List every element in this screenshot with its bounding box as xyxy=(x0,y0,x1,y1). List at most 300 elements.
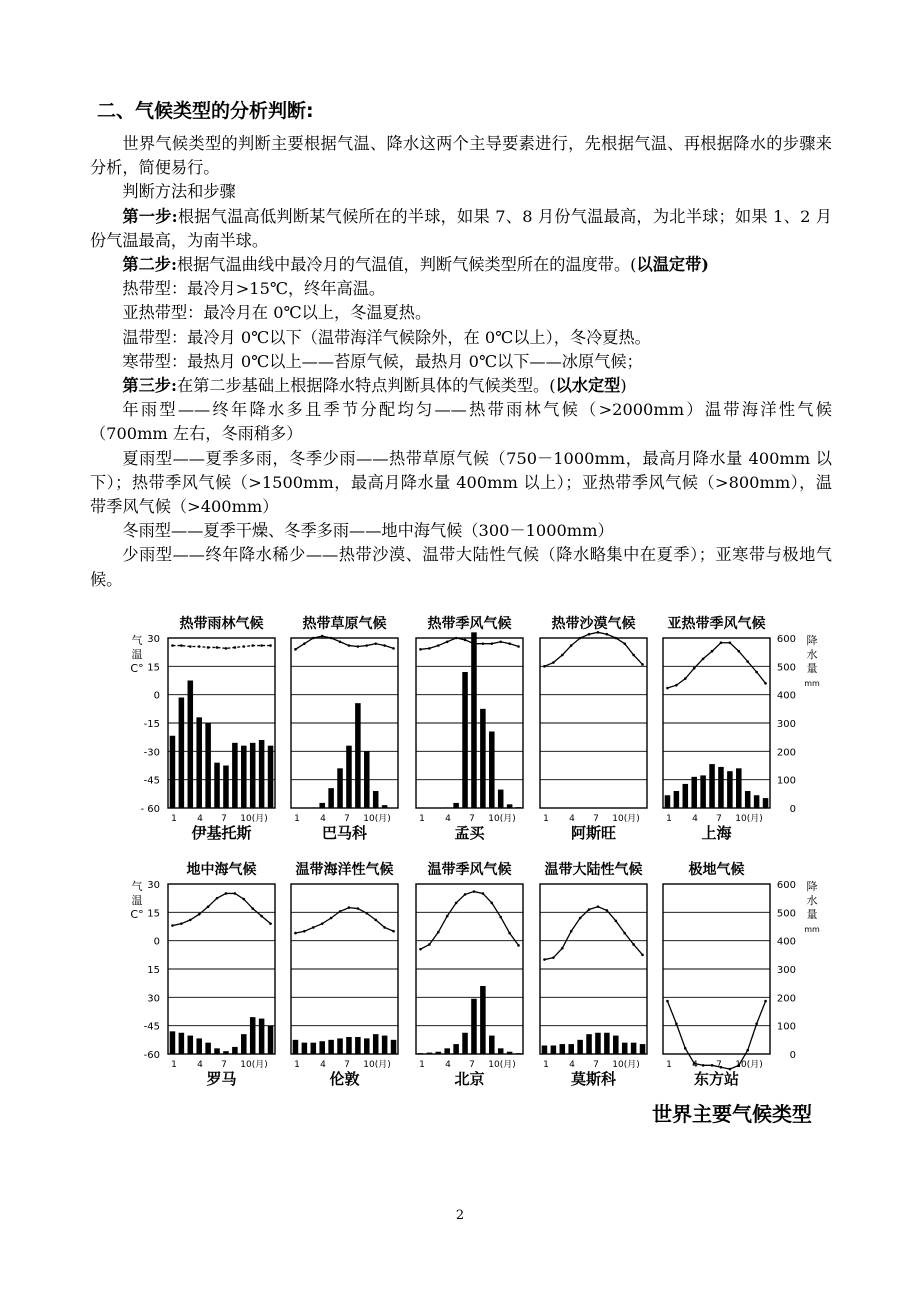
temperature-point xyxy=(225,892,228,895)
chart-city: 巴马科 xyxy=(321,824,368,842)
month-tick: 10(月) xyxy=(612,1060,640,1070)
temperature-point xyxy=(171,924,174,927)
temperature-point xyxy=(499,916,502,919)
precipitation-bar xyxy=(480,709,486,808)
temperature-point xyxy=(597,905,600,908)
text-run: 热带型：最冷月>15℃，终年高温。 xyxy=(122,279,386,299)
temperature-point xyxy=(623,932,626,935)
precipitation-bar xyxy=(364,1038,370,1054)
precipitation-bar xyxy=(337,1038,343,1054)
temperature-point xyxy=(455,902,458,905)
temperature-point xyxy=(482,892,485,895)
precipitation-bar xyxy=(568,1044,574,1054)
temperature-tick: 15 xyxy=(147,965,160,976)
month-tick: 10(月) xyxy=(735,1060,763,1070)
month-tick: 7 xyxy=(716,814,722,824)
precipitation-tick: 400 xyxy=(776,690,796,702)
text-run: 年雨型——终年降水多且季节分配均匀——热带雨林气候（>2000mm）温带海洋性气候（700mm 左右，冬雨稍多） xyxy=(90,400,832,444)
text-run: 根据气温曲线中最冷月的气温值，判断气候类型所在的温度带。( xyxy=(176,255,637,275)
precipitation-bar xyxy=(232,1047,238,1054)
temperature-point xyxy=(392,930,395,933)
bold-text: 第三步: xyxy=(122,376,177,396)
temperature-point xyxy=(428,647,431,650)
precipitation-axis-label: 水 xyxy=(806,894,818,907)
temperature-point xyxy=(303,930,306,933)
month-tick: 7 xyxy=(469,814,475,824)
month-tick: 10(月) xyxy=(612,814,640,824)
temperature-point xyxy=(269,644,272,647)
temperature-tick: -45 xyxy=(143,1021,160,1033)
temperature-point xyxy=(606,633,609,636)
chart-city: 北京 xyxy=(454,1070,485,1088)
precipitation-bar xyxy=(241,1034,247,1054)
temperature-point xyxy=(561,654,564,657)
precipitation-bar xyxy=(674,791,680,808)
precipitation-tick: 200 xyxy=(776,993,796,1005)
precipitation-bar xyxy=(754,795,760,808)
precipitation-bar xyxy=(683,784,689,808)
temperature-line xyxy=(667,643,765,688)
precipitation-tick: 100 xyxy=(776,775,796,787)
temperature-point xyxy=(606,909,609,912)
temperature-point xyxy=(446,640,449,643)
temperature-point xyxy=(365,644,368,647)
month-tick: 10(月) xyxy=(363,814,391,824)
precipitation-bar xyxy=(268,1026,274,1054)
temperature-point xyxy=(330,637,333,640)
precipitation-bar xyxy=(355,1037,361,1054)
temperature-point xyxy=(348,906,351,909)
precipitation-bar xyxy=(551,1046,557,1055)
month-tick: 7 xyxy=(593,814,599,824)
bold-text: 以水定型 xyxy=(555,376,621,396)
precipitation-bar xyxy=(223,766,229,809)
month-tick: 4 xyxy=(445,1060,451,1070)
temperature-point xyxy=(198,913,201,916)
temperature-point xyxy=(482,642,485,645)
month-tick: 1 xyxy=(666,814,672,824)
precipitation-bar xyxy=(586,1034,592,1054)
precipitation-bar xyxy=(223,1051,229,1054)
precipitation-bar xyxy=(700,775,706,808)
temperature-tick: 15 xyxy=(147,662,160,674)
temperature-point xyxy=(755,671,758,674)
temperature-point xyxy=(711,650,714,653)
temperature-tick: -30 xyxy=(143,747,160,759)
precipitation-bar xyxy=(311,1043,317,1054)
temperature-line xyxy=(667,1001,765,1069)
precipitation-bar xyxy=(232,743,238,808)
temperature-axis-label: 温 xyxy=(131,648,143,661)
precipitation-bar xyxy=(382,805,388,808)
precipitation-tick: 600 xyxy=(776,634,796,645)
precipitation-bar xyxy=(736,768,742,808)
precipitation-bar xyxy=(382,1036,388,1054)
precipitation-bar xyxy=(293,1040,299,1054)
temperature-point xyxy=(339,910,342,913)
temperature-point xyxy=(251,644,254,647)
temperature-point xyxy=(588,633,591,636)
text-run: 温带型：最冷月 0℃以下（温带海洋气候除外，在 0℃以上），冬冷夏热。 xyxy=(122,327,651,347)
chart-title: 热带草原气候 xyxy=(302,616,387,632)
temperature-tick: 0 xyxy=(153,690,160,702)
precipitation-tick: 300 xyxy=(776,719,796,730)
precipitation-bar xyxy=(507,1052,513,1054)
precipitation-bar xyxy=(170,1031,176,1054)
temperature-tick: 30 xyxy=(147,634,160,645)
bold-text: 第二步: xyxy=(122,255,177,275)
month-tick: 7 xyxy=(344,1060,350,1070)
temperature-point xyxy=(374,919,377,922)
temperature-tick: -45 xyxy=(143,775,160,787)
precipitation-bar xyxy=(337,768,343,808)
precipitation-bar xyxy=(709,764,715,808)
temperature-point xyxy=(746,1049,749,1052)
temperature-point xyxy=(543,958,546,961)
chart-city: 罗马 xyxy=(206,1070,237,1088)
temperature-point xyxy=(339,640,342,643)
temperature-point xyxy=(419,948,422,951)
temperature-point xyxy=(171,644,174,647)
temperature-point xyxy=(746,660,749,663)
temperature-point xyxy=(294,648,297,651)
temperature-tick: 30 xyxy=(147,880,160,891)
month-tick: 1 xyxy=(666,1060,672,1070)
temperature-point xyxy=(365,912,368,915)
precipitation-bar xyxy=(507,804,513,808)
month-tick: 7 xyxy=(469,1060,475,1070)
precipitation-tick: 500 xyxy=(776,662,796,674)
precipitation-tick: 200 xyxy=(776,747,796,759)
chart-city: 上海 xyxy=(701,824,732,842)
precipitation-bar xyxy=(471,632,477,808)
temperature-point xyxy=(242,898,245,901)
month-tick: 7 xyxy=(593,1060,599,1070)
precipitation-bar xyxy=(319,1041,325,1054)
temperature-point xyxy=(269,922,272,925)
precipitation-bar xyxy=(745,791,751,808)
month-tick: 7 xyxy=(716,1060,722,1070)
text-run: 亚热带型：最冷月在 0℃以上，冬温夏热。 xyxy=(122,303,432,323)
precipitation-bar xyxy=(498,790,504,808)
temperature-point xyxy=(517,944,520,947)
chart-city: 东方站 xyxy=(693,1070,740,1088)
month-tick: 7 xyxy=(221,814,227,824)
temperature-point xyxy=(561,947,564,950)
temperature-point xyxy=(543,665,546,668)
temperature-point xyxy=(446,915,449,918)
temperature-tick: - 60 xyxy=(140,804,160,815)
month-tick: 4 xyxy=(445,814,451,824)
precipitation-bar xyxy=(188,681,194,809)
month-tick: 1 xyxy=(419,814,425,824)
temperature-point xyxy=(383,644,386,647)
precipitation-bar xyxy=(196,1038,202,1054)
temperature-point xyxy=(348,644,351,647)
temperature-point xyxy=(764,682,767,685)
temperature-point xyxy=(392,647,395,650)
precipitation-bar xyxy=(516,807,522,808)
temperature-point xyxy=(499,640,502,643)
precipitation-bar xyxy=(631,1043,637,1054)
temperature-point xyxy=(490,902,493,905)
section-heading: 二、气候类型的分析判断: xyxy=(97,100,314,122)
precipitation-bar xyxy=(373,791,379,808)
precipitation-bar xyxy=(319,803,325,808)
precipitation-bar xyxy=(179,698,185,809)
precipitation-bar xyxy=(444,1048,450,1054)
precipitation-bar xyxy=(436,1052,442,1054)
month-tick: 10(月) xyxy=(240,814,268,824)
precipitation-bar xyxy=(498,1048,504,1054)
month-tick: 10(月) xyxy=(363,1060,391,1070)
temperature-axis-label: C° xyxy=(130,662,144,675)
precipitation-bar xyxy=(268,746,274,808)
month-tick: 10(月) xyxy=(488,814,516,824)
precipitation-bar xyxy=(471,999,477,1054)
temperature-point xyxy=(234,646,237,649)
precipitation-bar xyxy=(355,703,361,808)
temperature-point xyxy=(303,642,306,645)
temperature-axis-label: 气 xyxy=(131,634,143,647)
precipitation-bar xyxy=(613,1036,619,1054)
chart-city: 莫斯科 xyxy=(570,1070,617,1088)
temperature-point xyxy=(641,954,644,957)
text-run: 冬雨型——夏季干燥、冬季多雨——地中海气候（300－1000mm） xyxy=(122,521,614,541)
chart-city: 阿斯旺 xyxy=(570,824,617,842)
precipitation-tick: 500 xyxy=(776,908,796,920)
month-tick: 7 xyxy=(344,814,350,824)
chart-title: 热带季风气候 xyxy=(427,616,512,632)
precipitation-bar xyxy=(427,1053,433,1054)
temperature-point xyxy=(189,645,192,648)
precipitation-bar xyxy=(604,1033,610,1054)
month-tick: 10(月) xyxy=(488,1060,516,1070)
temperature-point xyxy=(552,956,555,959)
precipitation-tick: 0 xyxy=(789,1050,796,1061)
precipitation-tick: 400 xyxy=(776,936,796,948)
temperature-line xyxy=(172,646,270,649)
precipitation-bar xyxy=(516,1053,522,1054)
temperature-point xyxy=(693,667,696,670)
precipitation-tick: 100 xyxy=(776,1021,796,1033)
temperature-point xyxy=(508,642,511,645)
month-tick: 4 xyxy=(197,1060,203,1070)
temperature-point xyxy=(383,926,386,929)
precipitation-bar xyxy=(179,1033,185,1054)
temperature-point xyxy=(225,647,228,650)
precipitation-bar xyxy=(727,771,733,808)
temperature-point xyxy=(198,645,201,648)
temperature-point xyxy=(517,645,520,648)
precipitation-bar xyxy=(346,1037,352,1054)
temperature-axis-label: 气 xyxy=(131,880,143,893)
temperature-point xyxy=(614,920,617,923)
temperature-point xyxy=(755,1022,758,1025)
month-tick: 4 xyxy=(569,1060,575,1070)
precipitation-bar xyxy=(763,798,769,808)
temperature-point xyxy=(251,907,254,910)
temperature-line xyxy=(172,893,270,925)
month-tick: 4 xyxy=(320,1060,326,1070)
temperature-point xyxy=(321,635,324,638)
temperature-point xyxy=(294,932,297,935)
precipitation-bar xyxy=(453,1044,459,1054)
temperature-point xyxy=(641,663,644,666)
text-run: 少雨型——终年降水稀少——热带沙漠、温带大陆性气候（降水略集中在夏季）；亚寒带与极地气候。 xyxy=(90,545,832,589)
precipitation-bar xyxy=(346,746,352,808)
precipitation-bar xyxy=(241,746,247,808)
temperature-point xyxy=(437,931,440,934)
precipitation-bar xyxy=(489,1036,495,1054)
precipitation-bar xyxy=(577,1040,583,1054)
precipitation-bar xyxy=(489,732,495,809)
precipitation-bar xyxy=(560,1044,566,1054)
temperature-point xyxy=(437,644,440,647)
precipitation-bar xyxy=(418,1053,424,1054)
temperature-point xyxy=(490,642,493,645)
precipitation-axis-label: 量 xyxy=(806,662,818,675)
precipitation-bar xyxy=(328,1040,334,1054)
month-tick: 10(月) xyxy=(735,814,763,824)
temperature-tick: 0 xyxy=(153,936,160,948)
temperature-point xyxy=(321,922,324,925)
precipitation-bar xyxy=(214,763,220,808)
precipitation-bar xyxy=(665,795,671,808)
temperature-point xyxy=(729,641,732,644)
temperature-point xyxy=(330,917,333,920)
temperature-point xyxy=(357,907,360,910)
temperature-point xyxy=(455,637,458,640)
temperature-point xyxy=(473,642,476,645)
temperature-point xyxy=(711,1064,714,1067)
temperature-point xyxy=(623,642,626,645)
precipitation-bar xyxy=(622,1043,628,1054)
temperature-point xyxy=(570,930,573,933)
precipitation-bar xyxy=(259,1019,265,1054)
bold-text: 以温定带) xyxy=(636,255,709,275)
text-run: 夏雨型——夏季多雨，冬季少雨——热带草原气候（750－1000mm，最高月降水量 400mm 以下）；热带季风气候（>1500mm，最高月降水量 400mm 以上）；亚热带季风气候（>800mm），温带季风气候（>400mm） xyxy=(90,448,832,517)
precipitation-bar xyxy=(444,807,450,808)
precipitation-bar xyxy=(364,751,370,808)
precipitation-axis-label: 降 xyxy=(806,634,818,647)
month-tick: 1 xyxy=(294,814,300,824)
month-tick: 1 xyxy=(543,814,549,824)
temperature-point xyxy=(684,1047,687,1050)
temperature-tick: -15 xyxy=(143,719,160,730)
text-run: 判断方法和步骤 xyxy=(122,182,236,202)
month-tick: 1 xyxy=(171,1060,177,1070)
chart-title: 亚热带季风气候 xyxy=(667,616,766,632)
chart-title: 温带大陆性气候 xyxy=(544,862,643,878)
chart-title: 热带沙漠气候 xyxy=(551,616,636,632)
precipitation-axis-label: mm xyxy=(804,925,820,934)
temperature-tick: 15 xyxy=(147,908,160,920)
temperature-point xyxy=(312,926,315,929)
temperature-point xyxy=(374,642,377,645)
temperature-point xyxy=(464,893,467,896)
precipitation-bar xyxy=(250,743,256,808)
precipitation-bar xyxy=(718,767,724,808)
temperature-point xyxy=(312,637,315,640)
text-run: 在第二步基础上根据降水特点判断具体的气候类型。( xyxy=(176,376,556,396)
temperature-point xyxy=(428,943,431,946)
temperature-point xyxy=(675,684,678,687)
chart-city: 孟买 xyxy=(454,824,485,842)
temperature-point xyxy=(764,1000,767,1003)
month-tick: 4 xyxy=(320,814,326,824)
bold-text: 第一步: xyxy=(122,206,178,226)
precipitation-bar xyxy=(391,1040,397,1054)
temperature-point xyxy=(216,897,219,900)
chart-title: 极地气候 xyxy=(688,862,745,878)
precipitation-bar xyxy=(205,723,211,808)
precipitation-bar xyxy=(453,803,459,808)
chart-title: 温带海洋性气候 xyxy=(295,862,394,878)
temperature-point xyxy=(552,661,555,664)
text-run: ) xyxy=(620,376,627,396)
temperature-point xyxy=(207,905,210,908)
precipitation-axis-label: 量 xyxy=(806,908,818,921)
temperature-point xyxy=(260,644,263,647)
precipitation-bar xyxy=(542,1046,548,1055)
precipitation-tick: 0 xyxy=(789,804,796,815)
precipitation-axis-label: mm xyxy=(804,679,820,688)
precipitation-bar xyxy=(328,788,334,808)
month-tick: 4 xyxy=(569,814,575,824)
month-tick: 1 xyxy=(171,814,177,824)
temperature-point xyxy=(666,1000,669,1003)
precipitation-bar xyxy=(640,1044,646,1054)
precipitation-bar xyxy=(462,672,468,808)
temperature-point xyxy=(180,922,183,925)
temperature-point xyxy=(216,646,219,649)
temperature-point xyxy=(702,657,705,660)
temperature-point xyxy=(737,650,740,653)
precipitation-bar xyxy=(302,1043,308,1054)
temperature-point xyxy=(675,1022,678,1025)
month-tick: 1 xyxy=(543,1060,549,1070)
temperature-axis-label: C° xyxy=(130,908,144,921)
precipitation-bar xyxy=(691,777,697,808)
precipitation-bar xyxy=(595,1033,601,1054)
chart-city: 伦敦 xyxy=(329,1070,360,1088)
temperature-tick: 30 xyxy=(147,993,160,1005)
precipitation-bar xyxy=(205,1043,211,1054)
precipitation-bar xyxy=(188,1036,194,1054)
precipitation-bar xyxy=(196,717,202,808)
temperature-point xyxy=(632,943,635,946)
temperature-point xyxy=(189,919,192,922)
month-tick: 4 xyxy=(197,814,203,824)
precipitation-bar xyxy=(259,740,265,808)
month-tick: 10(月) xyxy=(240,1060,268,1070)
temperature-point xyxy=(614,637,617,640)
precipitation-bar xyxy=(480,986,486,1054)
precipitation-axis-label: 水 xyxy=(806,648,818,661)
page-number: 2 xyxy=(455,1208,465,1223)
temperature-line xyxy=(295,908,393,934)
precipitation-bar xyxy=(250,1017,256,1054)
chart-title: 地中海气候 xyxy=(186,862,257,878)
temperature-point xyxy=(473,890,476,893)
precipitation-bar xyxy=(311,807,317,808)
precipitation-bar xyxy=(170,736,176,808)
temperature-point xyxy=(419,648,422,651)
temperature-point xyxy=(684,677,687,680)
temperature-point xyxy=(632,654,635,657)
temperature-point xyxy=(579,917,582,920)
